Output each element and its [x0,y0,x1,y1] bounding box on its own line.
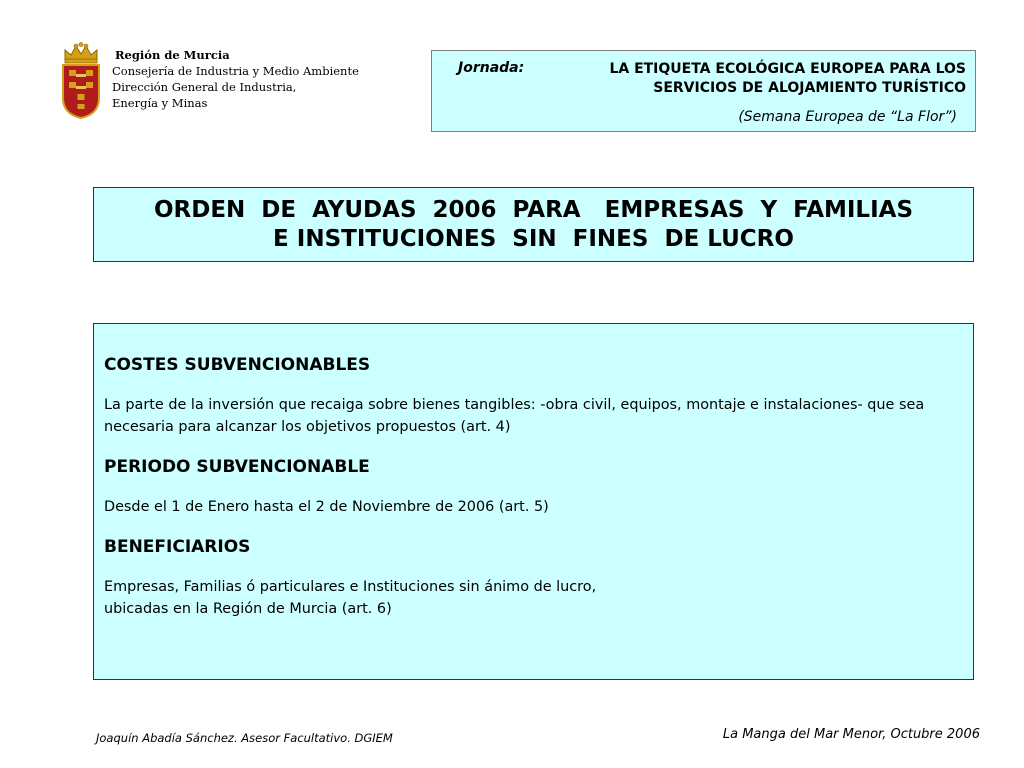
institution-directorate: Dirección General de Industria, [112,80,297,94]
section-text: La parte de la inversión que recaiga sobre bienes tangibles: -obra civil, equipos, montaje e instalaciones- que sea necesaria para alcanzar los objetivos propuestos (art. 4) [104,397,925,435]
section-heading: PERIODO SUBVENCIONABLE [104,457,370,477]
section-beneficiarios [104,536,963,620]
event-title-line1: LA ETIQUETA ECOLÓGICA EUROPEA PARA LOS [609,61,966,77]
event-subtitle: (Semana Europea de “La Flor”) [738,109,957,125]
section-text-line1: Empresas, Familias ó particulares e Instituciones sin ánimo de lucro, [104,579,597,595]
event-title-line2: SERVICIOS DE ALOJAMIENTO TURÍSTICO [653,80,966,96]
main-title-line1: ORDEN DE AYUDAS 2006 PARA EMPRESAS Y FAMILIAS [153,197,914,223]
section-text: Desde el 1 de Enero hasta el 2 de Noviembre de 2006 (art. 5) [104,499,549,515]
institution-directorate-cont: Energía y Minas [112,96,208,110]
coat-of-arms-icon [60,42,102,120]
section-text-line2: ubicadas en la Región de Murcia (art. 6) [104,601,392,617]
footer-place-date: La Manga del Mar Menor, Octubre 2006 [722,727,980,742]
main-title-box [93,187,974,262]
event-title [546,60,966,98]
footer-author: Joaquín Abadía Sánchez. Asesor Facultativo. DGIEM [96,731,393,745]
section-heading: COSTES SUBVENCIONABLES [104,355,371,375]
main-title-line2: E INSTITUCIONES SIN FINES DE LUCRO [273,226,794,252]
institution-name: Región de Murcia [115,48,230,62]
event-label: Jornada: [458,60,525,76]
section-costes [104,354,963,438]
event-box [431,50,976,132]
content-box [93,323,974,680]
institution-department: Consejería de Industria y Medio Ambiente [112,64,359,78]
institution-text [112,47,359,111]
section-heading: BENEFICIARIOS [104,537,251,557]
institution-header [60,42,359,122]
section-periodo [104,456,963,518]
